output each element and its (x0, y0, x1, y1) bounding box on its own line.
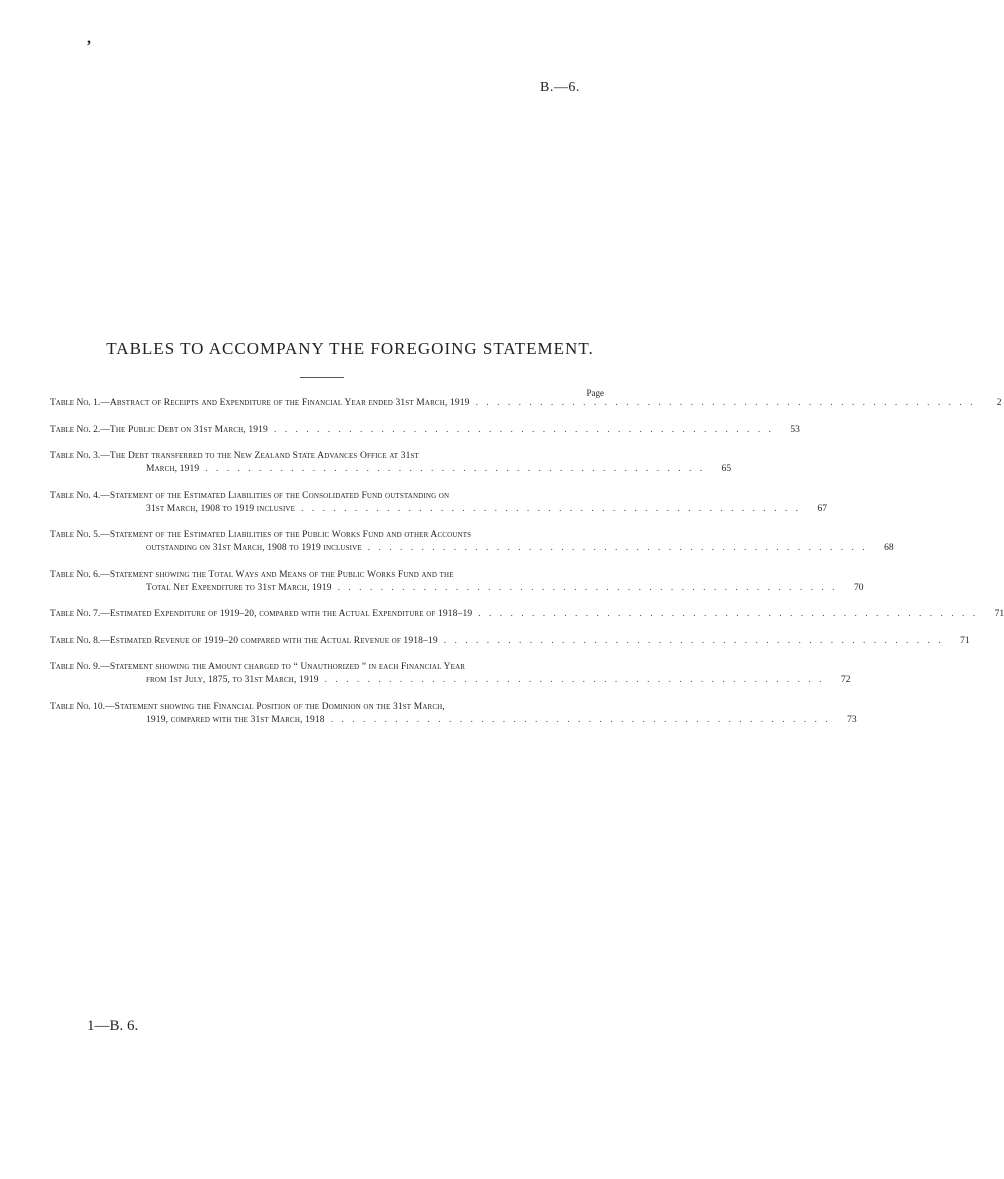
toc-entry-line (50, 582, 864, 595)
toc-entry-line (50, 424, 800, 437)
toc-entry-line (50, 463, 732, 476)
toc-entry-page: 65 (721, 464, 732, 474)
toc-entry-line (50, 450, 596, 463)
dot-leader: . . . . . . . . . . . . . . . . . . . . . . . . . . . . . . . . . . . . . . . . . . . . . . . (478, 609, 979, 619)
toc-entry-label: Table No. 7. (50, 609, 101, 619)
toc-entry (50, 529, 894, 555)
toc-entry-label: Table No. 5. (50, 530, 101, 540)
toc-entry-title: —Abstract of Receipts and Expenditure of the Financial Year ended 31st March, 1919 (100, 398, 470, 408)
toc-entry-line (50, 542, 894, 555)
toc-entry-line (50, 701, 596, 714)
toc-entry-label: Table No. 3. (50, 451, 101, 461)
toc-entry-line (50, 503, 827, 516)
dot-leader: . . . . . . . . . . . . . . . . . . . . . . . . . . . . . . . . . . . . . . . . . . . . . . . (273, 424, 774, 435)
page-reference: B.—6. (540, 80, 580, 95)
toc-entry-line (50, 714, 857, 727)
toc-entry-label: Table No. 8. (50, 635, 101, 646)
toc-entry-line (50, 490, 596, 503)
toc-entry-title-continued: from 1st July, 1875, to 31st March, 1919 (146, 675, 319, 685)
toc-entry (50, 608, 1004, 621)
toc-entry-page: 68 (884, 543, 894, 553)
page-column-heading: Page (586, 388, 604, 398)
toc-entry-title-continued: outstanding on 31st March, 1908 to 1919 inclusive (146, 543, 362, 553)
toc-entry-line (50, 529, 596, 542)
page-mark: , (87, 30, 91, 47)
toc-entry (50, 424, 800, 437)
toc-entry-title: —Statement showing the Financial Position of the Dominion on the 31st March, (105, 701, 445, 712)
toc-entry-title-continued: 31st March, 1908 to 1919 inclusive (146, 503, 296, 514)
dot-leader: . . . . . . . . . . . . . . . . . . . . . . . . . . . . . . . . . . . . . . . . . . . . . . . (367, 543, 868, 553)
toc-entry-line (50, 635, 970, 648)
toc-entry (50, 490, 827, 516)
toc-entry-title-continued: 1919, compared with the 31st March, 1918 (146, 714, 325, 725)
toc-entry-label: Table No. 2. (50, 424, 101, 435)
toc-entry-page: 53 (790, 424, 800, 435)
dot-leader: . . . . . . . . . . . . . . . . . . . . . . . . . . . . . . . . . . . . . . . . . . . . . . . (324, 675, 825, 685)
title-rule (300, 377, 344, 378)
toc-entry-title: —The Debt transferred to the New Zealand State Advances Office at 31st (100, 451, 419, 461)
table-of-contents (50, 397, 1004, 740)
dot-leader: . . . . . . . . . . . . . . . . . . . . . . . . . . . . . . . . . . . . . . . . . . . . . . . (443, 635, 944, 646)
toc-entry-line (50, 674, 851, 687)
dot-leader: . . . . . . . . . . . . . . . . . . . . . . . . . . . . . . . . . . . . . . . . . . . . . . . (330, 714, 831, 725)
toc-entry-label: Table No. 1. (50, 398, 101, 408)
toc-entry-line (50, 397, 1002, 410)
toc-entry-label: Table No. 6. (50, 569, 101, 580)
toc-entry (50, 701, 857, 727)
toc-entry-title: —Statement of the Estimated Liabilities of the Public Works Fund and other Accounts (100, 530, 472, 540)
toc-entry-page: 72 (841, 675, 851, 685)
toc-entry-page: 73 (847, 714, 857, 725)
toc-entry (50, 661, 851, 687)
toc-entry-label: Table No. 4. (50, 490, 101, 501)
dot-leader: . . . . . . . . . . . . . . . . . . . . . . . . . . . . . . . . . . . . . . . . . . . . . . . (337, 582, 838, 593)
toc-entry-line (50, 661, 596, 674)
toc-entry-page: 71 (994, 609, 1004, 619)
page-title: TABLES TO ACCOMPANY THE FOREGOING STATEMENT. (106, 339, 594, 358)
toc-entry-page: 2 (996, 398, 1002, 408)
dot-leader: . . . . . . . . . . . . . . . . . . . . . . . . . . . . . . . . . . . . . . . . . . . . . . . (205, 464, 706, 474)
footer-reference: 1—B. 6. (87, 1018, 139, 1034)
dot-leader: . . . . . . . . . . . . . . . . . . . . . . . . . . . . . . . . . . . . . . . . . . . . . . . (475, 398, 976, 408)
toc-entry-title: —Estimated Expenditure of 1919–20, compared with the Actual Expenditure of 1918–19 (100, 609, 473, 619)
toc-entry-page: 67 (817, 503, 827, 514)
dot-leader: . . . . . . . . . . . . . . . . . . . . . . . . . . . . . . . . . . . . . . . . . . . . . . . (301, 503, 801, 514)
toc-entry-title: —Statement showing the Amount charged to “ Unauthorized ” in each Financial Year (100, 662, 466, 672)
toc-entry-title: —Statement of the Estimated Liabilities of the Consolidated Fund outstanding on (100, 490, 450, 501)
toc-entry-title: —The Public Debt on 31st March, 1919 (100, 424, 268, 435)
toc-entry (50, 450, 732, 476)
toc-entry-page: 70 (853, 582, 864, 593)
toc-entry-title-continued: Total Net Expenditure to 31st March, 1919 (146, 582, 332, 593)
toc-entry-label: Table No. 10. (50, 701, 105, 712)
toc-entry-title-continued: March, 1919 (146, 464, 200, 474)
toc-entry-title: —Statement showing the Total Ways and Means of the Public Works Fund and the (100, 569, 454, 580)
toc-entry-page: 71 (960, 635, 970, 646)
toc-entry-label: Table No. 9. (50, 662, 101, 672)
toc-entry (50, 397, 1002, 410)
toc-entry-line (50, 608, 1004, 621)
toc-entry-title: —Estimated Revenue of 1919–20 compared with the Actual Revenue of 1918–19 (100, 635, 438, 646)
toc-entry (50, 635, 970, 648)
toc-entry-line (50, 569, 596, 582)
toc-entry (50, 569, 864, 595)
